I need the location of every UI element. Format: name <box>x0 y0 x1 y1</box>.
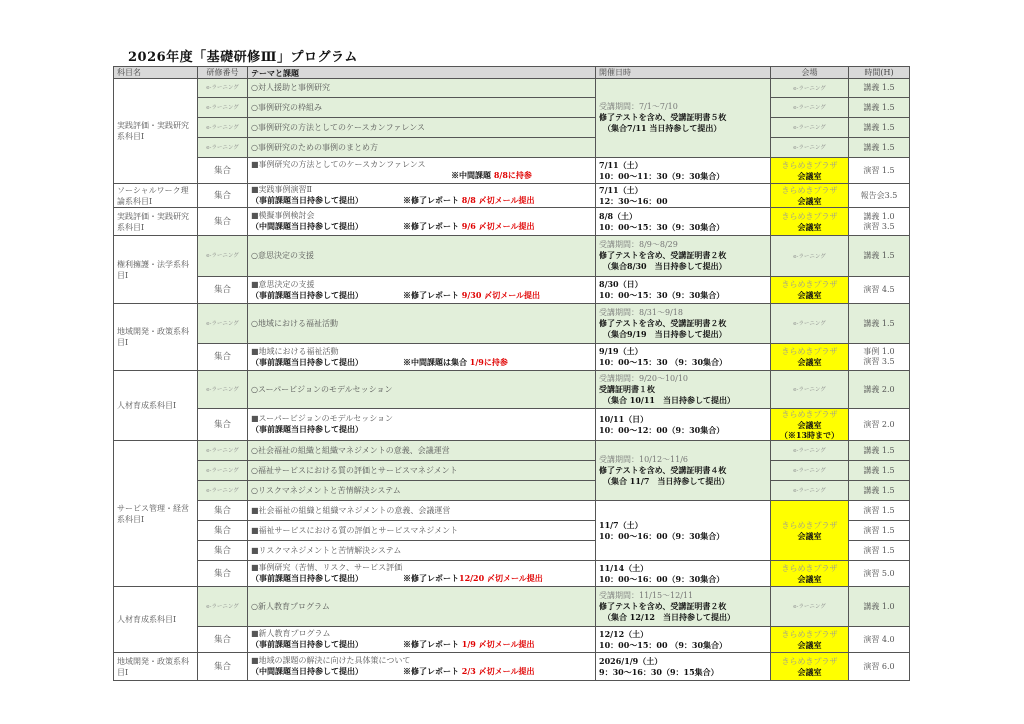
type-elearning: e-ラーニング <box>198 98 248 118</box>
theme-cell: ■事例研究の方法としてのケースカンファレンス ※中間課題 8/8に持参 <box>248 158 596 184</box>
header-subject: 科目名 <box>114 67 198 79</box>
table-row <box>114 561 910 587</box>
theme-cell: ■地域の課題の解決に向けた具体策について （中間課題当日持参して提出） ※修了レポート 2/3 〆切メール提出 <box>248 653 596 681</box>
schedule-cell: 2026/1/9（土） 9：30～16：30（9：15集合） <box>596 653 771 681</box>
hours-cell: 講義 1.5 <box>849 138 910 158</box>
table-row <box>114 501 910 521</box>
schedule-cell: 9/19（土） 10：00～15：30 （9：30集合） <box>596 344 771 371</box>
theme-cell: ○対人援助と事例研究 <box>248 79 596 98</box>
schedule-cell: 受講期間：8/9～8/29 修了テストを含め、受講証明書２枚 （集合8/30 当日持参して提出） <box>596 236 771 277</box>
subject-cell: 実践評価・実践研究系科目Ⅰ <box>114 79 198 184</box>
subject-cell: 実践評価・実践研究系科目Ⅰ <box>114 208 198 236</box>
theme-cell: ○事例研究のための事例のまとめ方 <box>248 138 596 158</box>
theme-cell: ■福祉サービスにおける質の評価とサービスマネジメント <box>248 521 596 541</box>
hours-cell: 講義 2.0 <box>849 371 910 409</box>
table-row <box>114 277 910 304</box>
type-elearning: e-ラーニング <box>198 481 248 501</box>
theme-cell: ○意思決定の支援 <box>248 236 596 277</box>
table-row <box>114 98 910 118</box>
venue-cell: e-ラーニング <box>771 79 849 98</box>
type-shugo: 集合 <box>198 653 248 681</box>
type-shugo: 集合 <box>198 158 248 184</box>
theme-cell: ■模擬事例検討会 （中間課題当日持参して提出） ※修了レポート 9/6 〆切メール提出 <box>248 208 596 236</box>
venue-cell: e-ラーニング <box>771 441 849 461</box>
program-table <box>113 66 910 681</box>
theme-cell: ■地域における福祉活動 （事前課題当日持参して提出） ※中間課題は集合 1/9に持参 <box>248 344 596 371</box>
hours-cell: 講義 1.5 <box>849 481 910 501</box>
type-elearning: e-ラーニング <box>198 441 248 461</box>
schedule-cell: 8/30（日） 10：00～15：30（9：30集合） <box>596 277 771 304</box>
hours-cell: 報告会3.5 <box>849 184 910 208</box>
header-venue: 会場 <box>771 67 849 79</box>
schedule-cell: 11/7（土） 10：00～16：00（9：30集合） <box>596 501 771 561</box>
type-elearning: e-ラーニング <box>198 138 248 158</box>
venue-cell: きらめきプラザ 会議室 <box>771 158 849 184</box>
schedule-cell: 受講期間：11/15～12/11 修了テストを含め、受講証明書２枚 （集合 12/12 当日持参して提出） <box>596 587 771 627</box>
schedule-cell: 10/11（日） 10：00～12：00（9：30集合） <box>596 409 771 441</box>
type-elearning: e-ラーニング <box>198 118 248 138</box>
theme-cell: ■事例研究（苦情、リスク、サービス評価 （事前課題当日持参して提出） ※修了レポート12/20 〆切メール提出 <box>248 561 596 587</box>
table-row <box>114 344 910 371</box>
subject-cell: 人材育成系科目Ⅰ <box>114 587 198 653</box>
type-shugo: 集合 <box>198 409 248 441</box>
venue-cell: きらめきプラザ 会議室 （※13時まで） <box>771 409 849 441</box>
type-shugo: 集合 <box>198 541 248 561</box>
type-elearning: e-ラーニング <box>198 79 248 98</box>
schedule-cell <box>596 79 771 158</box>
hours-cell: 講義 1.5 <box>849 118 910 138</box>
venue-cell: e-ラーニング <box>771 138 849 158</box>
table-row <box>114 441 910 461</box>
table-row <box>114 208 910 236</box>
subject-cell: 人材育成系科目Ⅰ <box>114 371 198 441</box>
hours-cell: 講義 1.5 <box>849 461 910 481</box>
venue-cell: e-ラーニング <box>771 461 849 481</box>
theme-cell: ■社会福祉の組織と組織マネジメントの意義、会議運営 <box>248 501 596 521</box>
venue-cell: きらめきプラザ 会議室 <box>771 208 849 236</box>
theme-cell: ■新人教育プログラム （事前課題当日持参して提出） ※修了レポート 1/9 〆切メール提出 <box>248 627 596 653</box>
venue-cell: e-ラーニング <box>771 481 849 501</box>
deadline-text: 1/9 〆切メール提出 <box>461 639 535 649</box>
type-shugo: 集合 <box>198 501 248 521</box>
table-row <box>114 653 910 681</box>
hours-cell: 講義 1.0 演習 3.5 <box>849 208 910 236</box>
hours-cell: 演習 5.0 <box>849 561 910 587</box>
type-elearning: e-ラーニング <box>198 236 248 277</box>
header-hours: 時間(H) <box>849 67 910 79</box>
table-row <box>114 461 910 481</box>
hours-cell: 講義 1.0 <box>849 587 910 627</box>
table-row <box>114 79 910 98</box>
table-row <box>114 481 910 501</box>
type-elearning: e-ラーニング <box>198 461 248 481</box>
header-theme: テーマと課題 <box>248 67 596 79</box>
schedule-note: 修了テストを含め、受講証明書５枚 <box>599 112 727 122</box>
theme-cell: ○地域における福祉活動 <box>248 304 596 344</box>
type-elearning: e-ラーニング <box>198 304 248 344</box>
type-shugo: 集合 <box>198 627 248 653</box>
schedule-cell: 8/8（土） 10：00～15：30（9：30集合） <box>596 208 771 236</box>
header-datetime: 開催日時 <box>596 67 771 79</box>
hours-cell: 講義 1.5 <box>849 98 910 118</box>
hours-cell: 講義 1.5 <box>849 304 910 344</box>
theme-cell: ■意思決定の支援 （事前課題当日持参して提出） ※修了レポート 9/30 〆切メール提出 <box>248 277 596 304</box>
hours-cell: 演習 1.5 <box>849 158 910 184</box>
type-shugo: 集合 <box>198 208 248 236</box>
type-elearning: e-ラーニング <box>198 587 248 627</box>
hours-cell: 演習 4.5 <box>849 277 910 304</box>
subject-cell: 地域開発・政策系科目Ⅰ <box>114 653 198 681</box>
table-row <box>114 409 910 441</box>
hours-cell: 演習 1.5 <box>849 501 910 521</box>
theme-cell: ○福祉サービスにおける質の評価とサービスマネジメント <box>248 461 596 481</box>
subject-cell: 地域開発・政策系科目Ⅰ <box>114 304 198 371</box>
venue-cell: きらめきプラザ 会議室 <box>771 627 849 653</box>
hours-cell: 演習 2.0 <box>849 409 910 441</box>
venue-cell: きらめきプラザ 会議室 <box>771 344 849 371</box>
hours-cell: 事例 1.0 演習 3.5 <box>849 344 910 371</box>
schedule-cell: 7/11（土） 12：30～16：00 <box>596 184 771 208</box>
page-title: 2026年度「基礎研修Ⅲ」プログラム <box>128 50 358 65</box>
table-row <box>114 118 910 138</box>
deadline-text: 8/8に持参 <box>493 170 532 180</box>
hours-cell: 講義 1.5 <box>849 79 910 98</box>
schedule-cell: 受講期間：8/31～9/18 修了テストを含め、受講証明書２枚 （集合9/19 当日持参して提出） <box>596 304 771 344</box>
theme-cell: ■スーパービジョンのモデルセッション （事前課題当日持参して提出） <box>248 409 596 441</box>
table-row <box>114 371 910 409</box>
schedule-note: （集合7/11 当日持参して提出） <box>603 123 722 133</box>
schedule-cell: 7/11（土） 10：00～11：30（9：30集合） <box>596 158 771 184</box>
type-shugo: 集合 <box>198 344 248 371</box>
schedule-period: 受講期間：7/1～7/10 <box>599 102 678 111</box>
deadline-text: 2/3 〆切メール提出 <box>461 666 535 676</box>
deadline-text: 8/8 〆切メール提出 <box>461 195 535 205</box>
header-row <box>114 67 910 79</box>
schedule-cell: 12/12（土） 10：00～15：00 （9：30集合） <box>596 627 771 653</box>
type-shugo: 集合 <box>198 184 248 208</box>
theme-cell: ○新人教育プログラム <box>248 587 596 627</box>
theme-cell: ○スーパービジョンのモデルセッション <box>248 371 596 409</box>
venue-cell: e-ラーニング <box>771 587 849 627</box>
theme-cell: ■リスクマネジメントと苦情解決システム <box>248 541 596 561</box>
type-shugo: 集合 <box>198 521 248 541</box>
hours-cell: 講義 1.5 <box>849 236 910 277</box>
venue-cell: きらめきプラザ 会議室 <box>771 501 849 561</box>
deadline-text: 1/9に持参 <box>469 356 508 367</box>
hours-cell: 講義 1.5 <box>849 441 910 461</box>
venue-cell: e-ラーニング <box>771 98 849 118</box>
venue-cell: きらめきプラザ 会議室 <box>771 277 849 304</box>
header-number: 研修番号 <box>198 67 248 79</box>
subject-cell: サービス管理・経営系科目Ⅰ <box>114 441 198 587</box>
theme-cell: ○事例研究の枠組み <box>248 98 596 118</box>
theme-cell: ■実践事例演習Ⅱ （事前課題当日持参して提出） ※修了レポート 8/8 〆切メール提出 <box>248 184 596 208</box>
table-row <box>114 184 910 208</box>
venue-cell: e-ラーニング <box>771 118 849 138</box>
hours-cell: 演習 4.0 <box>849 627 910 653</box>
type-elearning: e-ラーニング <box>198 371 248 409</box>
type-shugo: 集合 <box>198 561 248 587</box>
schedule-cell: 受講期間：9/20～10/10 受講証明書１枚 （集合 10/11 当日持参して提出） <box>596 371 771 409</box>
theme-cell: ○社会福祉の組織と組織マネジメントの意義、会議運営 <box>248 441 596 461</box>
schedule-cell: 11/14（土） 10：00～16：00（9：30集合） <box>596 561 771 587</box>
deadline-text: 9/6 〆切メール提出 <box>461 221 535 231</box>
subject-cell: ソーシャルワーク理論系科目Ⅰ <box>114 184 198 208</box>
table-row <box>114 627 910 653</box>
table-row <box>114 587 910 627</box>
venue-cell: きらめきプラザ 会議室 <box>771 653 849 681</box>
table-row <box>114 138 910 158</box>
type-shugo: 集合 <box>198 277 248 304</box>
table-row <box>114 158 910 184</box>
subject-cell: 権利擁護・法学系科目Ⅰ <box>114 236 198 304</box>
hours-cell: 演習 1.5 <box>849 541 910 561</box>
table-row <box>114 304 910 344</box>
theme-cell: ○リスクマネジメントと苦情解決システム <box>248 481 596 501</box>
venue-cell: e-ラーニング <box>771 304 849 344</box>
venue-cell: e-ラーニング <box>771 371 849 409</box>
table-row <box>114 236 910 277</box>
deadline-text: 9/30 〆切メール提出 <box>461 289 541 300</box>
hours-cell: 演習 1.5 <box>849 521 910 541</box>
theme-cell: ○事例研究の方法としてのケースカンファレンス <box>248 118 596 138</box>
venue-cell: きらめきプラザ 会議室 <box>771 561 849 587</box>
schedule-cell: 受講期間：10/12～11/6 修了テストを含め、受講証明書４枚 （集合 11/7 当日持参して提出） <box>596 441 771 501</box>
venue-cell: きらめきプラザ 会議室 <box>771 184 849 208</box>
hours-cell: 演習 6.0 <box>849 653 910 681</box>
venue-cell: e-ラーニング <box>771 236 849 277</box>
deadline-text: 12/20 〆切メール提出 <box>459 573 543 583</box>
